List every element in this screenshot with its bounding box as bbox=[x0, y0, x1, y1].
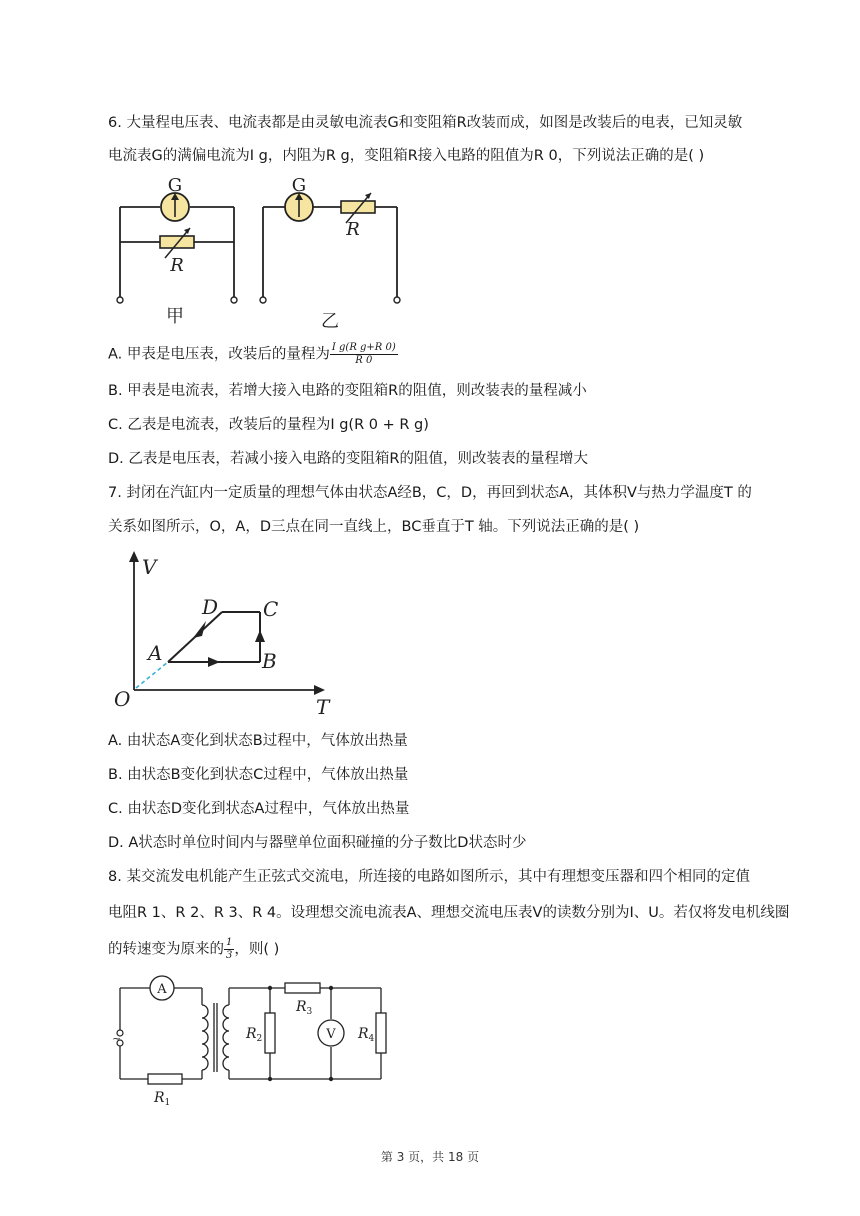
q7-stem-line1 bbox=[108, 483, 752, 503]
q8-stem-text2: 电阻R 1、R 2、R 3、R 4。设理想交流电流表A、理想交流电压表V的读数分别为I、U。若仅将发电机线圈 bbox=[108, 905, 790, 921]
resistor-r2-icon bbox=[265, 1013, 275, 1053]
ac-source-label: ~ bbox=[112, 1032, 122, 1045]
resistor-r3-icon bbox=[285, 983, 320, 993]
q6-stem-line2 bbox=[108, 146, 704, 166]
r4-label: $R_4$ bbox=[358, 1026, 375, 1044]
q8-stem-line2 bbox=[108, 903, 789, 923]
r2-label: $R_2$ bbox=[246, 1026, 263, 1044]
resistor-r1-icon bbox=[148, 1074, 182, 1084]
q7-stem-text1: 7. 封闭在汽缸内一定质量的理想气体由状态A经B，C，D，再回到状态A，其体积V与热力学温度T 的 bbox=[108, 485, 752, 501]
q6-option-a bbox=[108, 342, 398, 367]
oa-dashed-line bbox=[136, 662, 168, 688]
point-b-label: B bbox=[262, 649, 277, 673]
q7-option-c-text: C. 由状态D变化到状态A过程中，气体放出热量 bbox=[108, 801, 410, 817]
q6-option-d bbox=[108, 449, 588, 469]
q7-option-a bbox=[108, 731, 408, 751]
variable-resistor-icon bbox=[160, 236, 194, 248]
q6-option-c-text: C. 乙表是电流表，改装后的量程为I g(R 0 + R g) bbox=[108, 417, 429, 433]
q6-yi-caption: 乙 bbox=[321, 311, 339, 332]
voltmeter-label: V bbox=[326, 1027, 336, 1042]
variable-resistor-icon bbox=[341, 201, 375, 213]
origin-label: O bbox=[114, 687, 131, 711]
t-axis-label: T bbox=[316, 695, 330, 719]
q7-stem-text2: 关系如图所示，O，A，D三点在同一直线上，BC垂直于T 轴。下列说法正确的是( ) bbox=[108, 519, 640, 535]
q7-option-c bbox=[108, 799, 409, 819]
q6-jia-g-label: G bbox=[167, 175, 183, 196]
q7-option-d-text: D. A状态时单位时间内与器壁单位面积碰撞的分子数比D状态时少 bbox=[108, 835, 527, 851]
q8-circuit-diagram bbox=[110, 975, 400, 1110]
q7-option-a-text: A. 由状态A变化到状态B过程中，气体放出热量 bbox=[108, 733, 408, 749]
q8-frac-denominator: 3 bbox=[226, 950, 233, 961]
q6-option-a-fraction bbox=[330, 342, 398, 367]
point-a-label: A bbox=[148, 641, 163, 665]
q7-vt-diagram bbox=[110, 548, 340, 720]
q8-stem-line3 bbox=[108, 937, 279, 962]
q6-jia-r-label: R bbox=[170, 255, 184, 276]
q6-jia-caption: 甲 bbox=[166, 306, 184, 327]
q8-fraction bbox=[224, 937, 234, 962]
q6-option-b bbox=[108, 381, 587, 401]
q7-stem-line2 bbox=[108, 517, 639, 537]
point-c-label: C bbox=[263, 597, 279, 621]
q6-frac-numerator: I g(R g+R 0) bbox=[331, 342, 396, 353]
q6-option-b-text: B. 甲表是电流表，若增大接入电路的变阻箱R的阻值，则改装表的量程减小 bbox=[108, 383, 587, 399]
q6-option-d-text: D. 乙表是电压表，若减小接入电路的变阻箱R的阻值，则改装表的量程增大 bbox=[108, 451, 588, 467]
point-d-label: D bbox=[202, 595, 219, 619]
q7-option-b-text: B. 由状态B变化到状态C过程中，气体放出热量 bbox=[108, 767, 409, 783]
q8-frac-numerator: 1 bbox=[226, 937, 233, 948]
q8-stem-text3-end: ，则( ) bbox=[234, 941, 280, 958]
q6-option-c bbox=[108, 415, 429, 435]
ammeter-label: A bbox=[157, 982, 167, 997]
q6-figure-yi bbox=[253, 172, 408, 332]
arrow-ab bbox=[208, 657, 220, 667]
arrow-bc bbox=[255, 630, 265, 642]
r1-label: $R_1$ bbox=[154, 1090, 171, 1108]
page-footer: 第 3 页，共 18 页 bbox=[380, 1150, 480, 1164]
q6-frac-denominator: R 0 bbox=[355, 355, 373, 366]
resistor-r4-icon bbox=[376, 1013, 386, 1053]
q7-option-b bbox=[108, 765, 408, 785]
q6-option-a-text: A. 甲表是电压表，改装后的量程为 bbox=[108, 346, 330, 363]
q8-stem-text3: 的转速变为原来的 bbox=[108, 941, 224, 958]
q6-figure-jia bbox=[110, 172, 245, 327]
q8-stem-line1 bbox=[108, 867, 750, 887]
q6-stem-text2: 电流表G的满偏电流为I g，内阻为R g，变阻箱R接入电路的阻值为R 0，下列说法正确的是( ) bbox=[108, 148, 705, 164]
r3-label: $R_3$ bbox=[296, 999, 313, 1017]
q6-stem-text1: 6. 大量程电压表、电流表都是由灵敏电流表G和变阻箱R改装而成，如图是改装后的电表，已知灵敏 bbox=[108, 115, 743, 131]
q6-stem-line1 bbox=[108, 113, 742, 133]
v-axis-label: V bbox=[142, 555, 157, 579]
q8-stem-text1: 8. 某交流发电机能产生正弦式交流电，所连接的电路如图所示，其中有理想变压器和四个相同的定值 bbox=[108, 869, 750, 885]
q7-option-d bbox=[108, 833, 526, 853]
q6-yi-g-label: G bbox=[291, 175, 307, 196]
q6-yi-r-label: R bbox=[346, 219, 360, 240]
